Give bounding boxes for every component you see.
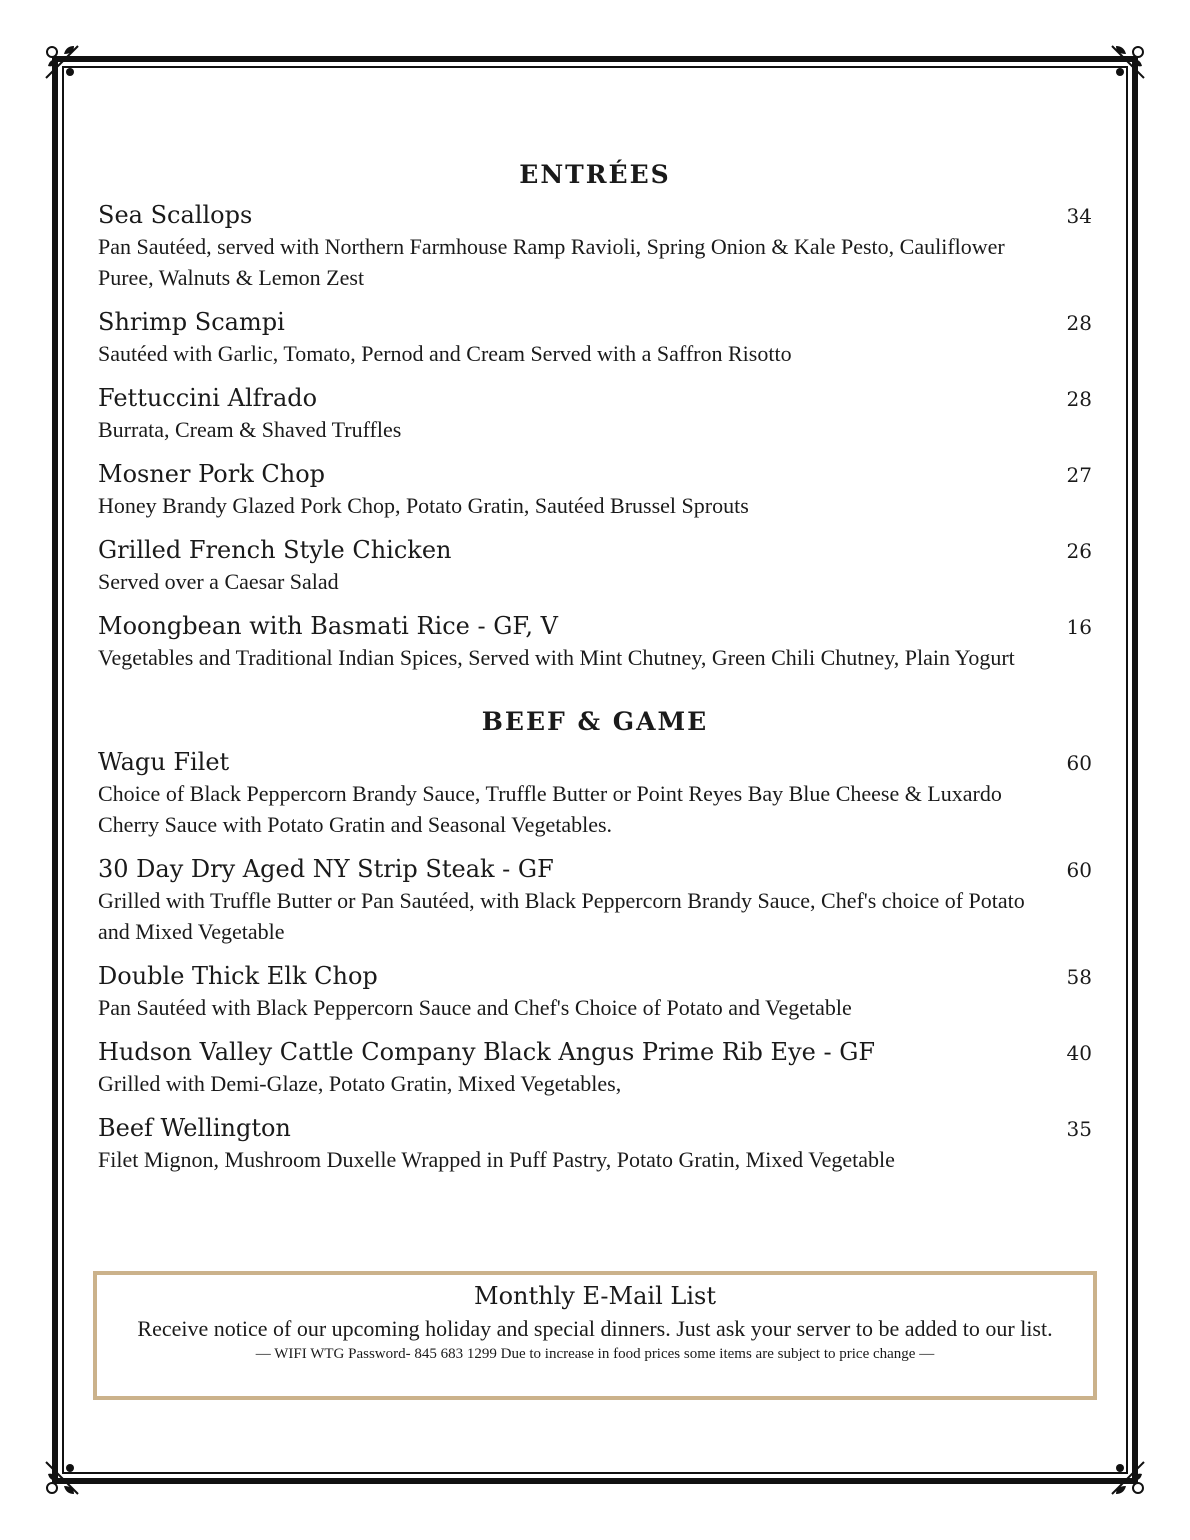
floral-flourish-icon (1106, 1456, 1150, 1500)
item-price: 35 (1066, 1117, 1092, 1141)
menu-item (98, 611, 1092, 673)
item-description: Burrata, Cream & Shaved Truffles (98, 417, 402, 442)
item-description: Vegetables and Traditional Indian Spices, Served with Mint Chutney, Green Chili Chutney, Plain Yogurt (98, 645, 1015, 670)
email-list-box (93, 1271, 1097, 1400)
item-price: 60 (1066, 858, 1092, 882)
item-name: Beef Wellington (98, 1114, 291, 1142)
menu-item (98, 1113, 1092, 1175)
item-price: 28 (1066, 311, 1092, 335)
item-price: 40 (1066, 1041, 1092, 1065)
item-name: Shrimp Scampi (98, 308, 285, 336)
item-description: Honey Brandy Glazed Pork Chop, Potato Gratin, Sautéed Brussel Sprouts (98, 493, 749, 518)
item-price: 60 (1066, 751, 1092, 775)
item-price: 27 (1066, 463, 1092, 487)
item-description: Sautéed with Garlic, Tomato, Pernod and Cream Served with a Saffron Risotto (98, 341, 792, 366)
menu-content (98, 150, 1092, 1189)
menu-item (98, 535, 1092, 597)
item-price: 58 (1066, 965, 1092, 989)
item-name: Mosner Pork Chop (98, 460, 326, 488)
item-price: 26 (1066, 539, 1092, 563)
menu-item (98, 1037, 1092, 1099)
item-description: Pan Sautéed, served with Northern Farmhouse Ramp Ravioli, Spring Onion & Kale Pesto, Cauliflower Puree, Walnuts & Lemon Zest (98, 234, 1005, 290)
item-description: Grilled with Truffle Butter or Pan Sautéed, with Black Peppercorn Brandy Sauce, Chef's choice of Potato and Mixed Vegetable (98, 888, 1025, 944)
email-list-text: Receive notice of our upcoming holiday and special dinners. Just ask your server to be added to our list. (137, 1316, 1053, 1341)
item-price: 28 (1066, 387, 1092, 411)
entrees-list (98, 200, 1092, 673)
email-list-title: Monthly E-Mail List (474, 1282, 716, 1310)
menu-item (98, 200, 1092, 293)
item-name: Sea Scallops (98, 201, 253, 229)
floral-flourish-icon (40, 1456, 84, 1500)
beef-game-list (98, 747, 1092, 1175)
item-description: Grilled with Demi-Glaze, Potato Gratin, Mixed Vegetables, (98, 1071, 622, 1096)
floral-flourish-icon (1106, 40, 1150, 84)
item-description: Served over a Caesar Salad (98, 569, 339, 594)
item-name: Grilled French Style Chicken (98, 536, 452, 564)
section-title-beef-game: BEEF & GAME (481, 707, 709, 736)
item-price: 34 (1066, 204, 1092, 228)
item-description: Filet Mignon, Mushroom Duxelle Wrapped in Puff Pastry, Potato Gratin, Mixed Vegetable (98, 1147, 895, 1172)
item-price: 16 (1066, 615, 1092, 639)
menu-item (98, 383, 1092, 445)
wifi-price-note: — WIFI WTG Password- 845 683 1299 Due to increase in food prices some items are subject to price change — (255, 1346, 935, 1362)
item-name: Double Thick Elk Chop (98, 962, 378, 990)
menu-item (98, 747, 1092, 840)
item-name: Hudson Valley Cattle Company Black Angus Prime Rib Eye - GF (98, 1038, 876, 1066)
menu-item (98, 854, 1092, 947)
floral-flourish-icon (40, 40, 84, 84)
menu-item (98, 459, 1092, 521)
menu-item (98, 961, 1092, 1023)
menu-item (98, 307, 1092, 369)
item-description: Choice of Black Peppercorn Brandy Sauce, Truffle Butter or Point Reyes Bay Blue Cheese & Luxardo Cherry Sauce with Potato Gratin and Seasonal Vegetables. (98, 781, 1002, 837)
item-name: Fettuccini Alfrado (98, 384, 318, 412)
item-description: Pan Sautéed with Black Peppercorn Sauce and Chef's Choice of Potato and Vegetable (98, 995, 852, 1020)
section-title-entrees: ENTRÉES (519, 160, 671, 189)
item-name: Moongbean with Basmati Rice - GF, V (98, 612, 558, 640)
item-name: 30 Day Dry Aged NY Strip Steak - GF (98, 855, 554, 883)
item-name: Wagu Filet (98, 748, 230, 776)
